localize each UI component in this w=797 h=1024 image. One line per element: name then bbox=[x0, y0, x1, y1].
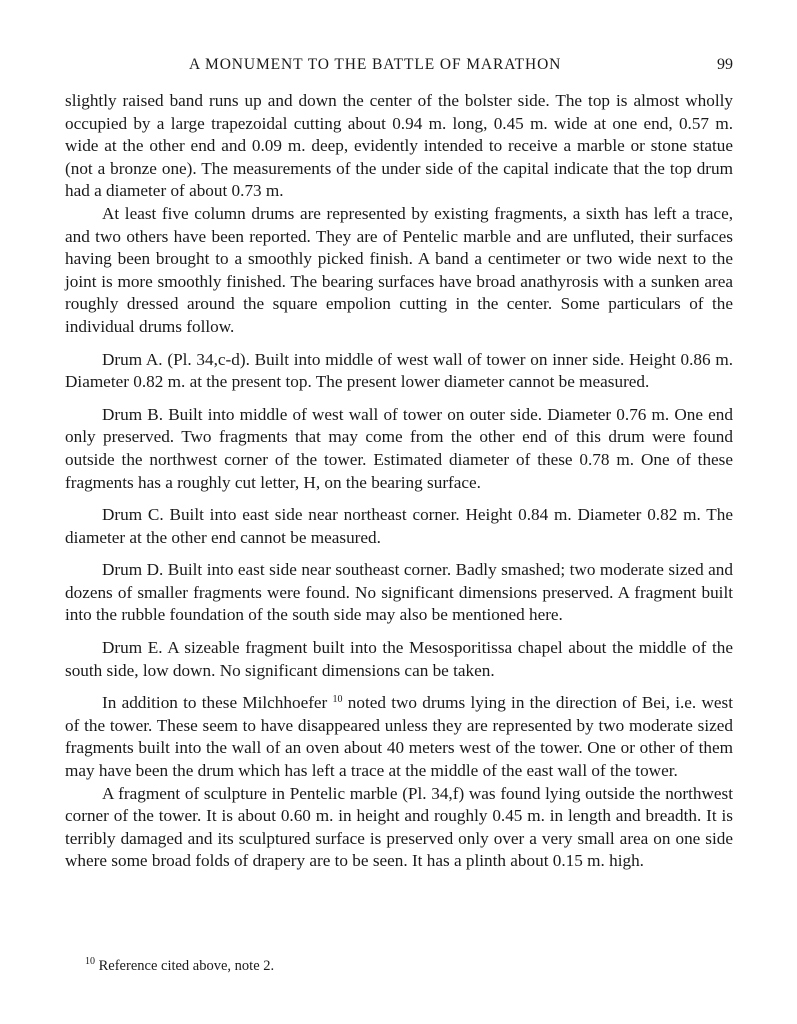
paragraph-milchhoefer bbox=[65, 692, 733, 782]
running-title: A MONUMENT TO THE BATTLE OF MARATHON bbox=[189, 56, 562, 73]
body-text bbox=[65, 90, 733, 873]
paragraph-drum-a: Drum A. (Pl. 34,c-d). Built into middle of west wall of tower on inner side. Height 0.86 m. Diameter 0.82 m. at the present top. The present lower diameter cannot be measured. bbox=[65, 349, 733, 392]
milchhoefer-text-before: In addition to these Milchhoefer bbox=[102, 693, 328, 713]
footnote-number: 10 bbox=[85, 956, 95, 967]
footnote bbox=[85, 956, 725, 976]
paragraph-drum-e: Drum E. A sizeable fragment built into the Mesosporitissa chapel about the middle of the south side, low down. No significant dimensions can be taken. bbox=[65, 638, 733, 680]
page-number: 99 bbox=[717, 56, 733, 73]
running-head bbox=[65, 56, 733, 78]
paragraph-drum-b: Drum B. Built into middle of west wall of tower on outer side. Diameter 0.76 m. One end only preserved. Two fragments that may come from the other end of this drum were found outside the northwest corner of the tower. Estimated diameter of these 0.78 m. One of these fragments has a roughly cut letter, H, on the bearing surface. bbox=[65, 404, 733, 492]
footnote-text: Reference cited above, note 2. bbox=[98, 958, 275, 974]
paragraph-drum-d: Drum D. Built into east side near southeast corner. Badly smashed; two moderate sized and dozens of smaller fragments were found. No significant dimensions preserved. A fragment built into the rubble foundation of the south side may also be mentioned here. bbox=[65, 560, 733, 625]
paragraph-sculpture-fragment: A fragment of sculpture in Pentelic marble (Pl. 34,f) was found lying outside the northwest corner of the tower. It is about 0.60 m. in height and roughly 0.45 m. in length and breadth. It is terribly damaged and its sculptured surface is preserved only over a very small area on one side where some broad folds of drapery are to be seen. It has a plinth about 0.15 m. high. bbox=[65, 783, 733, 871]
footnote-reference[interactable]: 10 bbox=[332, 694, 343, 706]
paragraph-column-drums: At least five column drums are represented by existing fragments, a sixth has left a trace, and two others have been reported. They are of Pentelic marble and are unfluted, their surfaces having been brought to a smoothly picked finish. A band a centimeter or two wide next to the joint is more smoothly finished. The bearing surfaces have broad anathyrosis with a sunken area roughly dressed around the square empolion cutting in the center. Some particulars of the individual drums follow. bbox=[65, 203, 733, 336]
paragraph-drum-c: Drum C. Built into east side near northeast corner. Height 0.84 m. Diameter 0.82 m. The diameter at the other end cannot be measured. bbox=[65, 505, 733, 547]
paragraph-capital-cutting: slightly raised band runs up and down the center of the bolster side. The top is almost wholly occupied by a large trapezoidal cutting about 0.94 m. long, 0.45 m. wide at one end, 0.57 m. wide at the other end and 0.09 m. deep, evidently intended to receive a marble or stone statue (not a bronze one). The measurements of the under side of the capital indicate that the top drum had a diameter of about 0.73 m. bbox=[65, 91, 733, 201]
milchhoefer-text-after: noted two drums lying in the direction of Bei, i.e. west of the tower. These seem to have disappeared unless they are represented by two moderate sized fragments built into the wall of an oven about 40 meters west of the tower. One or other of them may have been the drum which has left a trace at the middle of the east wall of the tower. bbox=[65, 693, 733, 781]
